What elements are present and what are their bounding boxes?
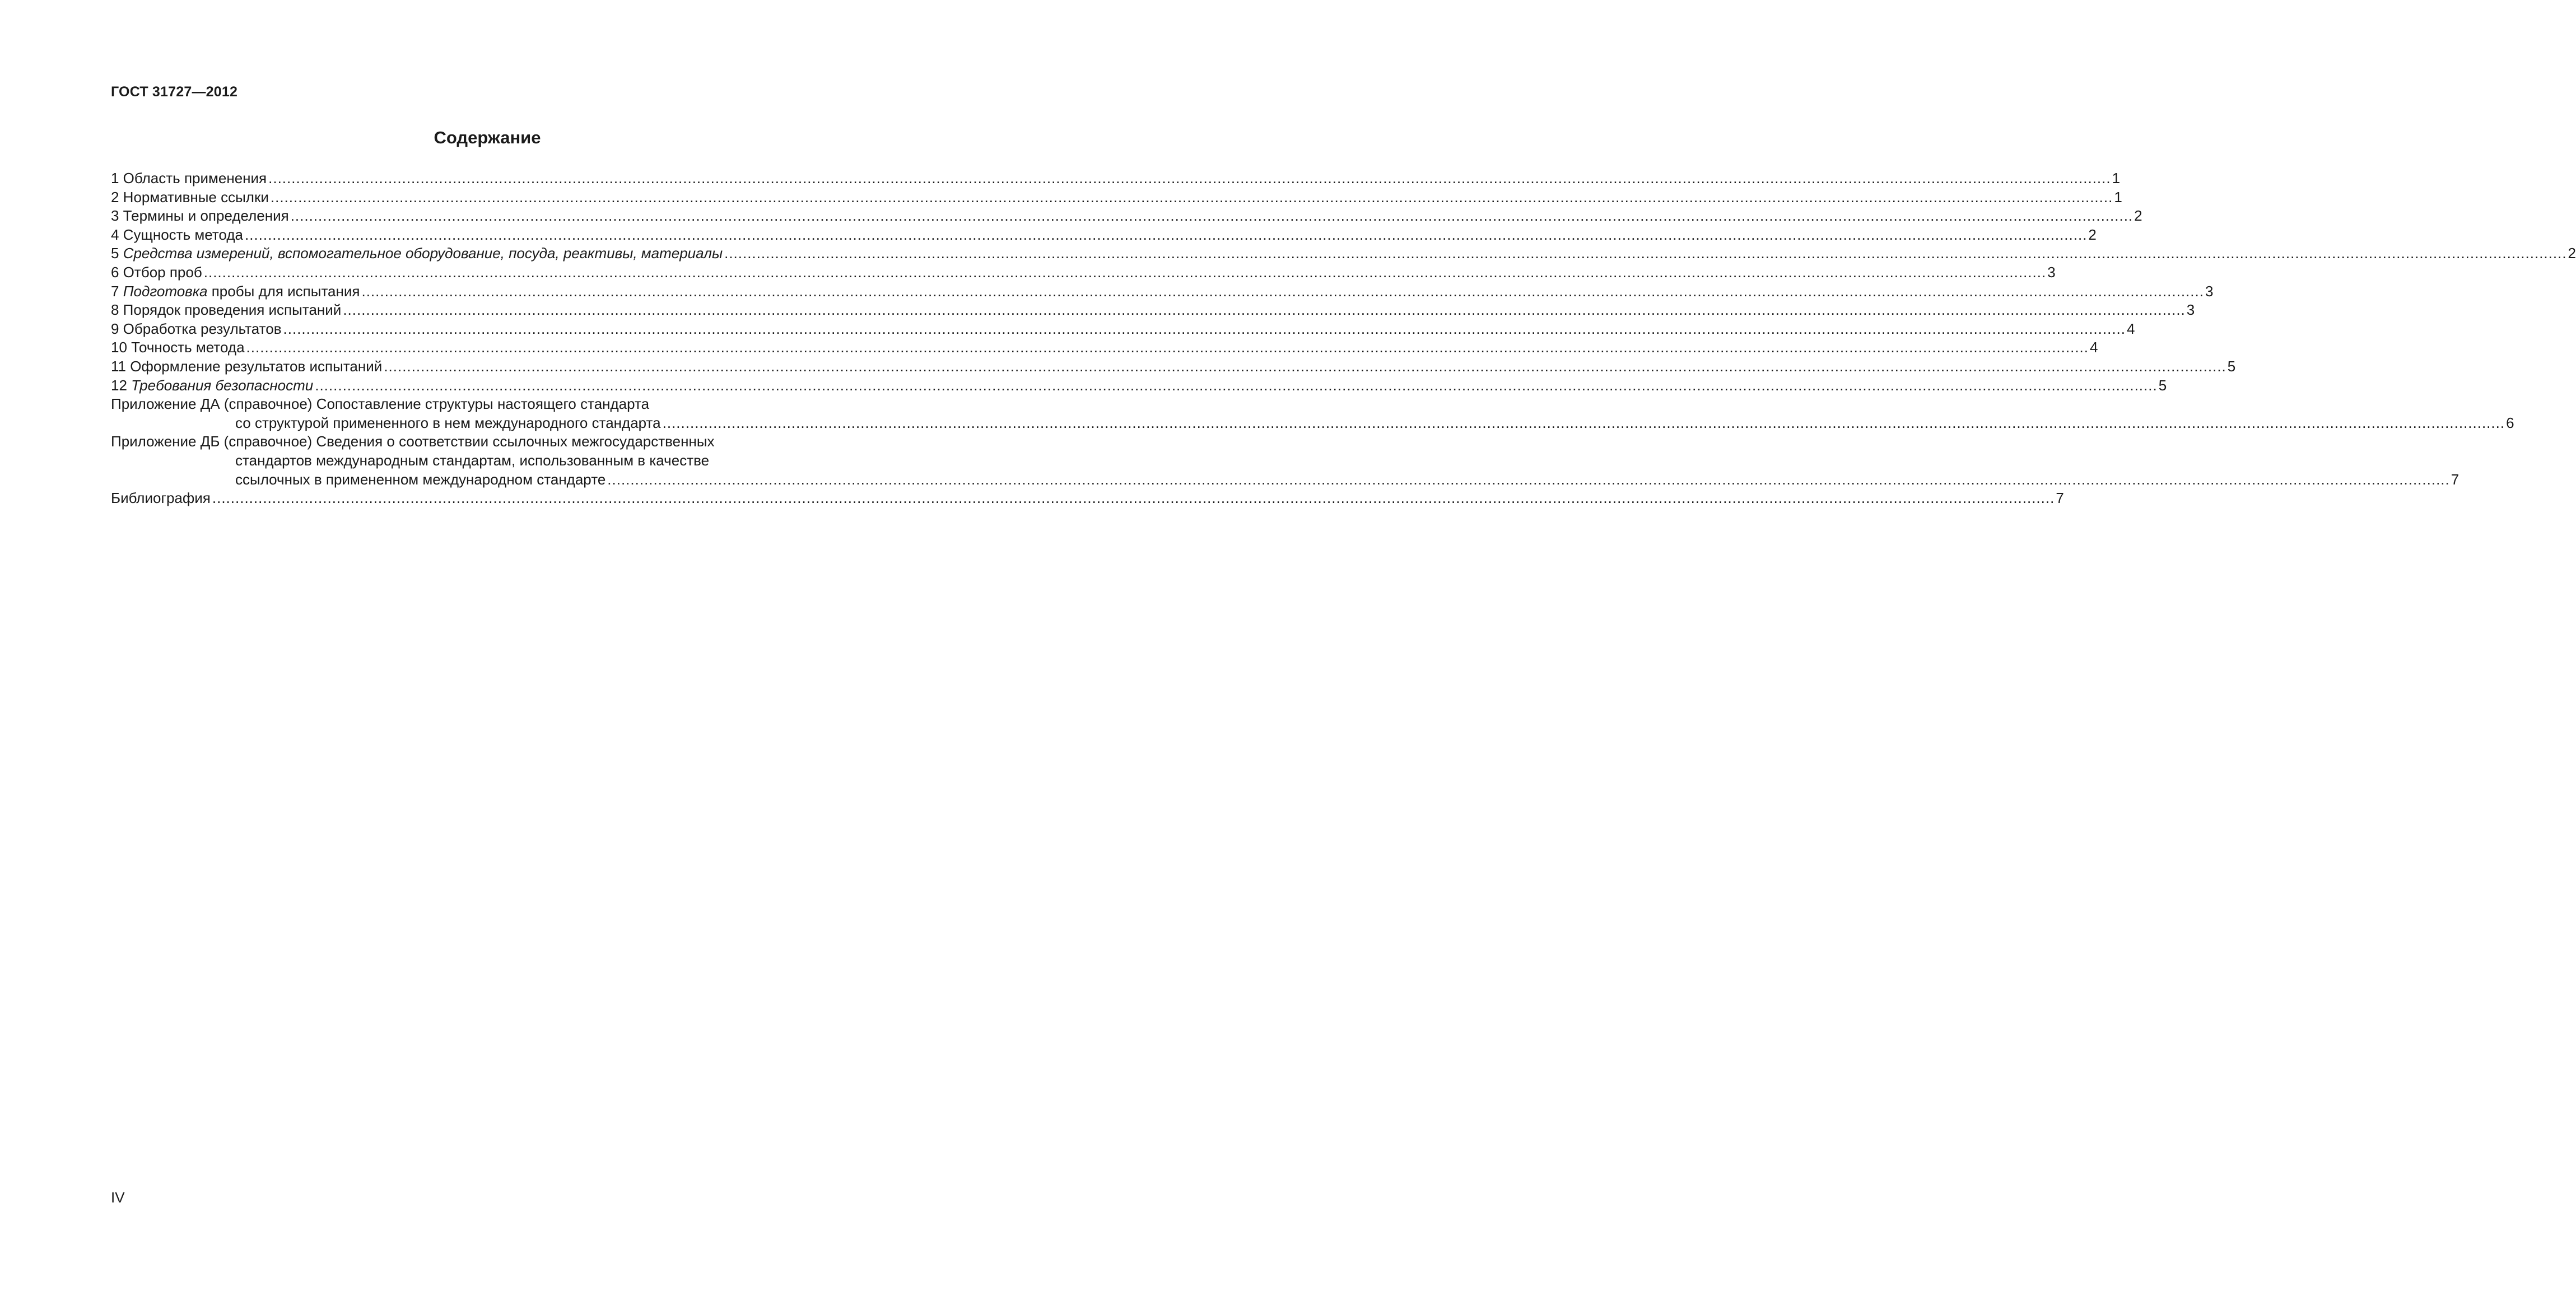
toc-appendix-db-line1: Приложение ДБ (справочное) Сведения о соответствии ссылочных межгосударственных bbox=[111, 433, 715, 450]
toc-entry-page: 7 bbox=[2451, 470, 2459, 488]
toc-entry-label: 1 Область применения bbox=[111, 170, 267, 187]
toc-leader-dots: ................................................................................................................................................................................................................................................................................................................................................................................................................ bbox=[315, 376, 2158, 394]
toc-appendix-da[interactable] bbox=[111, 395, 865, 414]
page-number: IV bbox=[111, 1189, 125, 1206]
toc-entry-page: 5 bbox=[2158, 376, 2167, 394]
toc-leader-dots: ................................................................................................................................................................................................................................................................................................................................................................................................................ bbox=[203, 263, 2047, 281]
toc-leader-dots: ................................................................................................................................................................................................................................................................................................................................................................................................................ bbox=[724, 245, 2567, 262]
toc-entry-number: 5 bbox=[111, 245, 123, 262]
toc-appendix-db-line2: стандартов международным стандартам, использованным в качестве bbox=[235, 451, 710, 469]
toc-entry-number: 7 bbox=[111, 282, 123, 300]
toc-leader-dots: ................................................................................................................................................................................................................................................................................................................................................................................................................ bbox=[361, 282, 2204, 300]
toc-entry-label bbox=[111, 244, 723, 263]
toc-leader-dots: ................................................................................................................................................................................................................................................................................................................................................................................................................ bbox=[270, 188, 2113, 206]
toc-entry-1[interactable] bbox=[111, 169, 2121, 188]
toc-entry-label: 4 Сущность метода bbox=[111, 226, 243, 243]
toc-entry-5[interactable] bbox=[111, 244, 2576, 263]
toc-entry-label: 9 Обработка результатов bbox=[111, 320, 282, 337]
toc-entry-10[interactable] bbox=[111, 338, 2098, 357]
toc-entry-label: 6 Отбор проб bbox=[111, 263, 202, 281]
toc-appendix-db-line3: ссылочных в примененном международном стандарте bbox=[235, 470, 606, 488]
toc-entry-page: 4 bbox=[2090, 339, 2098, 356]
toc-entry-italic-text: Подготовка bbox=[123, 282, 208, 300]
document-standard-id: ГОСТ 31727—2012 bbox=[111, 84, 238, 100]
toc-entry-12[interactable] bbox=[111, 376, 2167, 395]
toc-entry-2[interactable] bbox=[111, 188, 2122, 207]
toc-leader-dots: ................................................................................................................................................................................................................................................................................................................................................................................................................ bbox=[662, 414, 2505, 431]
toc-entry-page: 2 bbox=[2134, 207, 2142, 225]
toc-entry-page: 4 bbox=[2126, 320, 2135, 337]
toc-entry-label: 8 Порядок проведения испытаний bbox=[111, 301, 342, 319]
toc-appendix-db-cont[interactable] bbox=[111, 451, 865, 470]
toc-entry-label: 3 Термины и определения bbox=[111, 207, 289, 225]
toc-leader-dots: ................................................................................................................................................................................................................................................................................................................................................................................................................ bbox=[283, 320, 2126, 337]
toc-entry-italic-text: Требования безопасности bbox=[131, 376, 314, 394]
toc-entry-4[interactable] bbox=[111, 226, 2097, 245]
toc-entry-page: 7 bbox=[2056, 489, 2064, 507]
toc-entry-page: 2 bbox=[2088, 226, 2097, 243]
toc-entry-label: 11 Оформление результатов испытаний bbox=[111, 357, 383, 375]
toc-entry-3[interactable] bbox=[111, 207, 2142, 226]
toc-leader-dots: ................................................................................................................................................................................................................................................................................................................................................................................................................ bbox=[607, 470, 2450, 488]
toc-appendix-db[interactable] bbox=[111, 432, 865, 451]
toc-leader-dots: ................................................................................................................................................................................................................................................................................................................................................................................................................ bbox=[343, 301, 2186, 319]
toc-bibliography-label: Библиография bbox=[111, 489, 211, 507]
toc-appendix-da-line1: Приложение ДА (справочное) Сопоставление структуры настоящего стандарта bbox=[111, 395, 650, 413]
toc-bibliography[interactable] bbox=[111, 489, 2064, 508]
toc-entry-italic-text: Средства измерений, вспомогательное оборудование, посуда, реактивы, материалы bbox=[123, 245, 723, 262]
toc-entry-8[interactable] bbox=[111, 301, 2195, 320]
toc-entry-page: 1 bbox=[2112, 170, 2121, 187]
toc-entry-label bbox=[111, 282, 360, 301]
toc-leader-dots: ................................................................................................................................................................................................................................................................................................................................................................................................................ bbox=[290, 207, 2134, 225]
toc-entry-page: 2 bbox=[2568, 245, 2576, 262]
toc-entry-page: 3 bbox=[2186, 301, 2195, 319]
toc-entry-page: 6 bbox=[2506, 414, 2514, 431]
toc-appendix-da-cont[interactable] bbox=[111, 414, 2514, 433]
toc-entry-page: 3 bbox=[2205, 282, 2214, 300]
toc-entry-7[interactable] bbox=[111, 282, 2214, 301]
toc-leader-dots: ................................................................................................................................................................................................................................................................................................................................................................................................................ bbox=[246, 339, 2089, 356]
toc-leader-dots: ................................................................................................................................................................................................................................................................................................................................................................................................................ bbox=[268, 170, 2111, 187]
toc-leader-dots: ................................................................................................................................................................................................................................................................................................................................................................................................................ bbox=[384, 357, 2226, 375]
toc-leader-dots: ................................................................................................................................................................................................................................................................................................................................................................................................................ bbox=[212, 489, 2055, 507]
toc-entry-rest-text: пробы для испытания bbox=[207, 282, 360, 300]
toc-entry-number: 12 bbox=[111, 376, 132, 394]
toc-entry-6[interactable] bbox=[111, 263, 2056, 282]
toc-appendix-da-line2: со структурой примененного в нем международного стандарта bbox=[235, 414, 661, 431]
toc-leader-dots: ................................................................................................................................................................................................................................................................................................................................................................................................................ bbox=[244, 226, 2088, 243]
toc-appendix-db-cont2[interactable] bbox=[111, 470, 2459, 489]
toc-title: Содержание bbox=[434, 128, 541, 147]
toc-entry-page: 5 bbox=[2227, 357, 2236, 375]
toc-entry-11[interactable] bbox=[111, 357, 2236, 376]
toc-entry-9[interactable] bbox=[111, 320, 2135, 339]
toc-entry-page: 1 bbox=[2114, 188, 2122, 206]
table-of-contents bbox=[111, 169, 2576, 508]
toc-entry-page: 3 bbox=[2047, 263, 2056, 281]
toc-entry-label bbox=[111, 376, 313, 395]
toc-entry-label: 2 Нормативные ссылки bbox=[111, 188, 269, 206]
toc-entry-label: 10 Точность метода bbox=[111, 339, 245, 356]
